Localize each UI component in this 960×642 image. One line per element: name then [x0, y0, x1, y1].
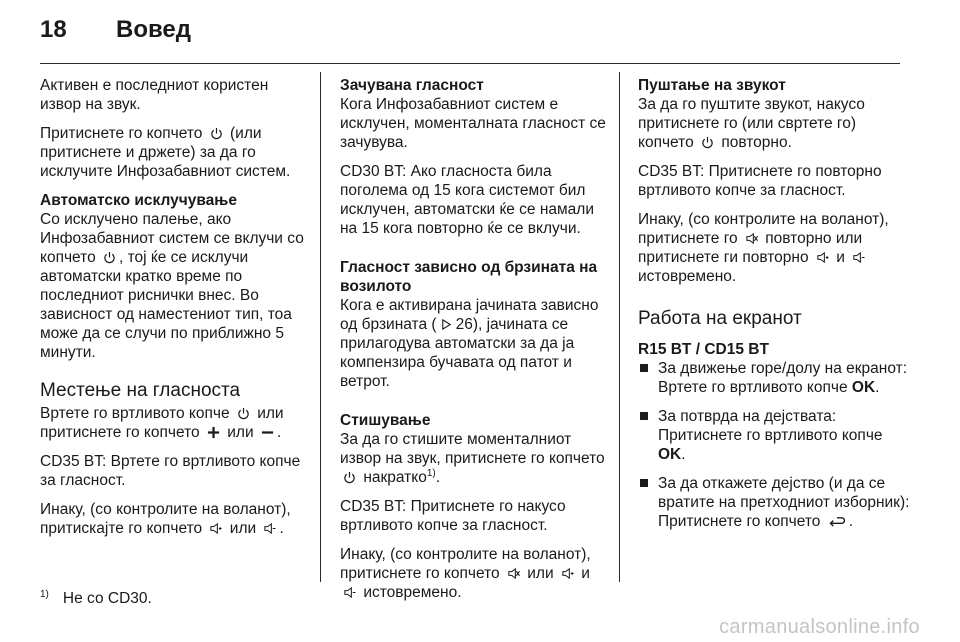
paragraph: За да го стишите моменталниот извор на звук, притиснете го копчето накратко$^{1)}$. — [340, 431, 605, 486]
footnote-ref: 1) — [426, 467, 436, 479]
subheading: Автоматско исклучување — [40, 192, 237, 209]
column-1 — [40, 76, 310, 548]
bullet-icon — [640, 364, 648, 372]
mute-icon — [745, 232, 758, 245]
paragraph: Кога Инфозабавниот систем е исклучен, моменталната гласност се зачувува. — [340, 96, 606, 151]
column-divider — [320, 72, 321, 582]
bullet-list — [638, 359, 910, 531]
paragraph: Со исклучено палење, ако Инфозабавниот систем се вклучи со копчето , тој ќе се исклучи автоматски кратко време по последниот риснички внес. Во зависност од наместениот тип, тоа може да се случи по приближно 5 минути. — [40, 211, 304, 361]
subheading: Гласност зависно од брзината на возилото — [340, 259, 598, 295]
paragraph: CD35 BT: Притиснете го накусо вртливото копче за гласност. — [340, 498, 566, 534]
paragraph: Инаку, (со контролите на воланот), притиснете го копчето или и истовремено. — [340, 546, 591, 601]
power-icon — [701, 136, 714, 149]
paragraph: Инаку, (со контролите на воланот), притиснете го повторно или притиснете ги повторно и истовремено. — [638, 211, 889, 285]
subheading: Зачувана гласност — [340, 77, 484, 94]
page-number: 18 — [40, 16, 67, 43]
footnote-text: Не со CD30. — [62, 590, 152, 607]
mute-icon — [507, 567, 520, 580]
paragraph: Инаку, (со контролите на воланот), притискајте го копчето или . — [40, 501, 291, 537]
column-3 — [638, 76, 910, 541]
paragraph: Активен е последниот користен извор на звук. — [40, 77, 269, 113]
volume-down-icon — [263, 522, 276, 535]
volume-up-icon — [209, 522, 222, 535]
power-icon — [103, 251, 116, 264]
power-icon — [343, 471, 356, 484]
volume-down-icon — [852, 251, 865, 264]
volume-up-icon — [816, 251, 829, 264]
paragraph: Вртете го вртливото копче или притиснете го копчето или . — [40, 405, 284, 441]
minus-icon — [261, 426, 274, 439]
subheading: Пуштање на звукот — [638, 77, 786, 94]
volume-down-icon — [343, 586, 356, 599]
paragraph: За да го пуштите звукот, накусо притиснете го (или свртете го) копчето повторно. — [638, 96, 865, 151]
header-rule — [40, 63, 900, 64]
page-title: Вовед — [116, 16, 192, 43]
list-item: За потврда на дејствата: Притиснете го вртливото копче OK. — [638, 407, 910, 464]
section-heading: Работа на екранот — [638, 308, 802, 329]
section-heading: Местење на гласноста — [40, 380, 241, 401]
power-icon — [237, 407, 250, 420]
footnote — [40, 590, 152, 608]
power-icon — [210, 127, 223, 140]
column-divider — [619, 72, 620, 582]
volume-up-icon — [561, 567, 574, 580]
paragraph: CD30 BT: Ако гласноста била поголема од 15 кога системот бил исклучен, автоматски ќе се намали на 15 кога повторно ќе се вклучи. — [340, 163, 594, 237]
paragraph: Притиснете го копчето (или притиснете и држете) за да го исклучите Инфозабавниот систем. — [40, 125, 291, 180]
watermark: carmanualsonline.info — [719, 616, 920, 638]
column-2 — [340, 76, 608, 612]
bullet-icon — [640, 412, 648, 420]
model-heading: R15 BT / CD15 BT — [638, 341, 769, 358]
footnote-mark: 1) — [40, 588, 49, 600]
list-item: За движење горе/долу на екранот: Вртете го вртливото копче OK. — [638, 359, 910, 397]
bullet-icon — [640, 479, 648, 487]
paragraph: CD35 BT: Вртете го вртливото копче за гласност. — [40, 453, 301, 489]
page-reference-icon — [440, 318, 453, 331]
list-item: За да откажете дејство (и да се вратите на претходниот изборник): Притиснете го копчето . — [638, 474, 910, 531]
subheading: Стишување — [340, 412, 431, 429]
plus-icon — [207, 426, 220, 439]
page-header — [40, 16, 191, 52]
paragraph: CD35 BT: Притиснете го повторно вртливото копче за гласност. — [638, 163, 882, 199]
back-icon — [828, 515, 846, 528]
paragraph: Кога е активирана јачината зависно од брзината ( 26), јачината се прилагодува автоматски за да ја компензира бучавата од патот и ветрот. — [340, 297, 599, 390]
